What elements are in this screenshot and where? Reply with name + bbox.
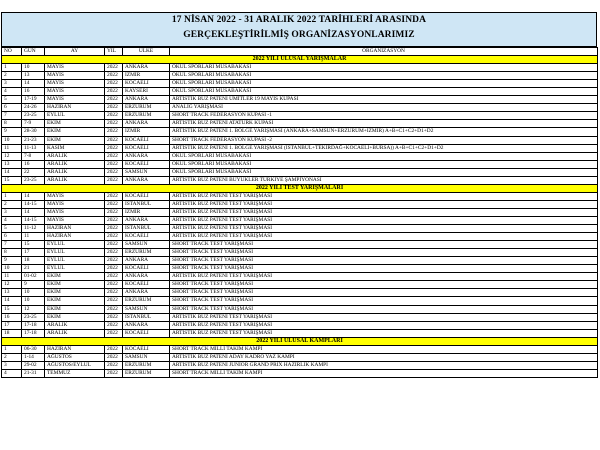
cell-ulke: ANKARA: [123, 289, 170, 297]
cell-no: 2: [2, 200, 22, 208]
cell-organizasyon: ANALİG YARIŞMASI: [170, 104, 598, 112]
cell-gun: 06-30: [22, 345, 45, 353]
cell-organizasyon: SHORT TRACK TEST YARIŞMASI: [170, 265, 598, 273]
cell-gun: 11-12: [22, 225, 45, 233]
table-row: [2, 80, 598, 88]
cell-no: 9: [2, 257, 22, 265]
cell-no: 8: [2, 120, 22, 128]
cell-gun: 10: [22, 297, 45, 305]
cell-yil: 2022: [105, 112, 123, 120]
cell-ulke: ERZURUM: [123, 369, 170, 377]
cell-organizasyon: SHORT TRACK TEST YARIŞMASI: [170, 257, 598, 265]
cell-ay: AĞUSTOS/EYLÜL: [45, 361, 105, 369]
cell-gun: 10: [22, 289, 45, 297]
table-row: [2, 216, 598, 224]
cell-yil: 2022: [105, 96, 123, 104]
cell-ay: ARALIK: [45, 152, 105, 160]
cell-gun: 23-25: [22, 176, 45, 184]
cell-ay: HAZİRAN: [45, 104, 105, 112]
cell-yil: 2022: [105, 144, 123, 152]
cell-gun: 28-30: [22, 128, 45, 136]
cell-organizasyon: SHORT TRACK TEST YARIŞMASI: [170, 241, 598, 249]
table-row: [2, 72, 598, 80]
table-row: [2, 257, 598, 265]
section-heading: 2022 YILI TEST YARIŞMALARI: [2, 184, 598, 192]
cell-no: 17: [2, 321, 22, 329]
cell-ay: HAZİRAN: [45, 225, 105, 233]
cell-gun: 17-18: [22, 329, 45, 337]
table-row: [2, 144, 598, 152]
cell-organizasyon: ARTİSTİK BUZ PATENİ TEST YARIŞMASI: [170, 216, 598, 224]
table-row: [2, 289, 598, 297]
table-row: [2, 200, 598, 208]
cell-ay: EKİM: [45, 305, 105, 313]
cell-ay: EYLÜL: [45, 112, 105, 120]
cell-ulke: ERZURUM: [123, 361, 170, 369]
cell-gun: 11: [22, 233, 45, 241]
cell-no: 3: [2, 80, 22, 88]
cell-ulke: KOCAELİ: [123, 136, 170, 144]
table-row: [2, 305, 598, 313]
cell-ay: EYLÜL: [45, 265, 105, 273]
table-row: [2, 313, 598, 321]
cell-ay: MAYIS: [45, 80, 105, 88]
section-heading: 2022 YILI ULUSAL KAMPLARI: [2, 337, 598, 345]
cell-organizasyon: SHORT TRACK MİLLİ TAKIM KAMPI: [170, 369, 598, 377]
cell-gun: 29-02: [22, 361, 45, 369]
cell-no: 11: [2, 273, 22, 281]
cell-no: 2: [2, 353, 22, 361]
cell-no: 13: [2, 289, 22, 297]
cell-organizasyon: OKUL SPORLARI MÜSABAKASI: [170, 160, 598, 168]
table-row: [2, 321, 598, 329]
cell-gun: 21-31: [22, 369, 45, 377]
cell-no: 8: [2, 249, 22, 257]
cell-yil: 2022: [105, 321, 123, 329]
table-row: [2, 281, 598, 289]
cell-ulke: KOCAELİ: [123, 144, 170, 152]
cell-organizasyon: OKUL SPORLARI MÜSABAKASI: [170, 64, 598, 72]
table-row: [2, 369, 598, 377]
cell-gun: 12: [22, 305, 45, 313]
cell-ulke: İZMİR: [123, 128, 170, 136]
cell-organizasyon: SHORT TRACK TEST YARIŞMASI: [170, 249, 598, 257]
cell-gun: 1-14: [22, 353, 45, 361]
cell-no: 14: [2, 168, 22, 176]
cell-yil: 2022: [105, 208, 123, 216]
cell-organizasyon: ARTİSTİK BUZ PATENİ TEST YARIŞMASI: [170, 192, 598, 200]
cell-yil: 2022: [105, 72, 123, 80]
section-header-row: [2, 184, 598, 192]
cell-gun: 14: [22, 80, 45, 88]
cell-gun: 16: [22, 160, 45, 168]
cell-gun: 22: [22, 168, 45, 176]
cell-ulke: SAMSUN: [123, 168, 170, 176]
table-row: [2, 265, 598, 273]
section-heading: 2022 YILI ULUSAL YARIŞMALAR: [2, 56, 598, 64]
cell-ay: HAZİRAN: [45, 345, 105, 353]
title-line-1: 17 NİSAN 2022 - 31 ARALIK 2022 TARİHLERİ ARASINDA: [171, 15, 427, 25]
cell-gun: 9: [22, 281, 45, 289]
cell-no: 6: [2, 104, 22, 112]
cell-ay: EKİM: [45, 313, 105, 321]
cell-yil: 2022: [105, 241, 123, 249]
cell-no: 1: [2, 345, 22, 353]
cell-organizasyon: ARTİSTİK BUZ PATENİ TEST YARIŞMASI: [170, 273, 598, 281]
cell-yil: 2022: [105, 128, 123, 136]
organizations-table: [1, 47, 598, 378]
table-row: [2, 353, 598, 361]
title-line-2: GERÇEKLEŞTİRİLMİŞ ORGANİZASYONLARIMIZ: [183, 30, 415, 40]
table-row: [2, 120, 598, 128]
cell-organizasyon: SHORT TRACK TEST YARIŞMASI: [170, 297, 598, 305]
table-row: [2, 88, 598, 96]
cell-organizasyon: ARTİSTİK BUZ PATENİ ADAY KADRO YAZ KAMPI: [170, 353, 598, 361]
cell-ay: ARALIK: [45, 168, 105, 176]
cell-no: 6: [2, 233, 22, 241]
cell-ay: EKİM: [45, 128, 105, 136]
cell-no: 4: [2, 369, 22, 377]
cell-no: 4: [2, 216, 22, 224]
cell-yil: 2022: [105, 369, 123, 377]
cell-ulke: İSTANBUL: [123, 225, 170, 233]
cell-ay: EKİM: [45, 297, 105, 305]
table-row: [2, 345, 598, 353]
cell-no: 1: [2, 192, 22, 200]
cell-yil: 2022: [105, 152, 123, 160]
cell-ulke: ANKARA: [123, 273, 170, 281]
cell-ay: MAYIS: [45, 72, 105, 80]
table-row: [2, 104, 598, 112]
table-row: [2, 208, 598, 216]
cell-ulke: İSTANBUL: [123, 200, 170, 208]
cell-ay: EKİM: [45, 281, 105, 289]
cell-yil: 2022: [105, 168, 123, 176]
cell-no: 7: [2, 112, 22, 120]
section-header-row: [2, 337, 598, 345]
cell-gun: 16: [22, 88, 45, 96]
cell-ulke: KOCAELİ: [123, 192, 170, 200]
cell-organizasyon: ARTİSTİK BUZ PATENİ TEST YARIŞMASI: [170, 225, 598, 233]
cell-ay: MAYIS: [45, 64, 105, 72]
cell-ulke: KAYSERİ: [123, 88, 170, 96]
cell-yil: 2022: [105, 249, 123, 257]
cell-ulke: SAMSUN: [123, 241, 170, 249]
cell-no: 7: [2, 241, 22, 249]
cell-no: 12: [2, 281, 22, 289]
cell-organizasyon: ARTİSTİK BUZ PATENİ 1. BÖLGE YARIŞMASI (ANKARA+SAMSUN+ERZURUM+İZMİR) A+B+C1+C2+D1+D2: [170, 128, 598, 136]
table-row: [2, 361, 598, 369]
cell-ay: HAZİRAN: [45, 233, 105, 241]
cell-organizasyon: OKUL SPORLARI MÜSABAKASI: [170, 72, 598, 80]
cell-ay: MAYIS: [45, 208, 105, 216]
cell-no: 2: [2, 72, 22, 80]
cell-no: 13: [2, 160, 22, 168]
cell-gun: 14-15: [22, 216, 45, 224]
cell-no: 4: [2, 88, 22, 96]
cell-ay: EYLÜL: [45, 257, 105, 265]
cell-yil: 2022: [105, 233, 123, 241]
column-header-ulke: ULKE: [123, 48, 170, 56]
cell-gun: 17: [22, 249, 45, 257]
cell-ulke: İZMİR: [123, 208, 170, 216]
cell-ulke: ERZURUM: [123, 249, 170, 257]
column-header-ay: AY: [45, 48, 105, 56]
cell-gun: 7-9: [22, 120, 45, 128]
cell-yil: 2022: [105, 88, 123, 96]
cell-yil: 2022: [105, 345, 123, 353]
table-row: [2, 297, 598, 305]
cell-yil: 2022: [105, 216, 123, 224]
cell-yil: 2022: [105, 361, 123, 369]
cell-ay: MAYIS: [45, 192, 105, 200]
cell-yil: 2022: [105, 281, 123, 289]
cell-organizasyon: ARTİSTİK BUZ PATENİ TEST YARIŞMASI: [170, 313, 598, 321]
cell-gun: 14: [22, 208, 45, 216]
table-row: [2, 152, 598, 160]
cell-ulke: ANKARA: [123, 64, 170, 72]
cell-no: 15: [2, 176, 22, 184]
cell-organizasyon: SHORT TRACK TEST YARIŞMASI: [170, 305, 598, 313]
column-header-gun: GUN: [22, 48, 45, 56]
table-row: [2, 64, 598, 72]
column-header-organizasyon: ORGANIZASYON: [170, 48, 598, 56]
table-row: [2, 168, 598, 176]
cell-organizasyon: SHORT TRACK FEDERASYON KUPASI -1: [170, 112, 598, 120]
cell-yil: 2022: [105, 64, 123, 72]
cell-gun: 7-8: [22, 152, 45, 160]
table-row: [2, 192, 598, 200]
cell-gun: 17-19: [22, 96, 45, 104]
cell-organizasyon: ARTİSTİK BUZ PATENİ BÜYÜKLER TÜRKİYE ŞAMPİYONASI: [170, 176, 598, 184]
cell-gun: 17-18: [22, 321, 45, 329]
column-header-no: NO: [2, 48, 22, 56]
cell-ay: EKİM: [45, 289, 105, 297]
cell-ulke: ANKARA: [123, 216, 170, 224]
cell-organizasyon: OKUL SPORLARI MÜSABAKASI: [170, 80, 598, 88]
cell-gun: 14-15: [22, 200, 45, 208]
cell-ay: EKİM: [45, 120, 105, 128]
cell-organizasyon: SHORT TRACK TEST YARIŞMASI: [170, 281, 598, 289]
table-body: [2, 56, 598, 378]
cell-ay: ARALIK: [45, 321, 105, 329]
cell-ulke: KOCAELİ: [123, 329, 170, 337]
cell-yil: 2022: [105, 160, 123, 168]
cell-yil: 2022: [105, 297, 123, 305]
cell-ulke: ERZURUM: [123, 297, 170, 305]
cell-ulke: ERZURUM: [123, 112, 170, 120]
table-row: [2, 128, 598, 136]
cell-ulke: SAMSUN: [123, 305, 170, 313]
cell-organizasyon: OKUL SPORLARI MÜSABAKASI: [170, 168, 598, 176]
cell-organizasyon: ARTİSTİK BUZ PATENİ TEST YARIŞMASI: [170, 233, 598, 241]
cell-ulke: KOCAELİ: [123, 80, 170, 88]
column-header-yil: YIL: [105, 48, 123, 56]
cell-ay: AĞUSTOS: [45, 353, 105, 361]
cell-organizasyon: ARTİSTİK BUZ PATENİ ÜMİTLER 19 MAYIS KUPASI: [170, 96, 598, 104]
cell-gun: 23-25: [22, 313, 45, 321]
cell-ulke: SAMSUN: [123, 353, 170, 361]
cell-yil: 2022: [105, 176, 123, 184]
cell-organizasyon: OKUL SPORLARI MÜSABAKASI: [170, 88, 598, 96]
cell-ay: EKİM: [45, 136, 105, 144]
cell-ay: MAYIS: [45, 96, 105, 104]
cell-yil: 2022: [105, 313, 123, 321]
cell-yil: 2022: [105, 273, 123, 281]
cell-ulke: İZMİR: [123, 72, 170, 80]
cell-no: 14: [2, 297, 22, 305]
cell-ulke: İSTANBUL: [123, 313, 170, 321]
cell-gun: 13: [22, 72, 45, 80]
table-row: [2, 112, 598, 120]
cell-no: 16: [2, 313, 22, 321]
section-header-row: [2, 56, 598, 64]
cell-organizasyon: OKUL SPORLARI MÜSABAKASI: [170, 152, 598, 160]
cell-yil: 2022: [105, 265, 123, 273]
cell-gun: 11-13: [22, 144, 45, 152]
cell-no: 12: [2, 152, 22, 160]
cell-ulke: KOCAELİ: [123, 265, 170, 273]
cell-ulke: ANKARA: [123, 96, 170, 104]
cell-ulke: ANKARA: [123, 257, 170, 265]
cell-gun: 14: [22, 192, 45, 200]
cell-yil: 2022: [105, 120, 123, 128]
table-row: [2, 225, 598, 233]
cell-yil: 2022: [105, 305, 123, 313]
cell-organizasyon: SHORT TRACK FEDERASYON KUPASI -2: [170, 136, 598, 144]
cell-gun: 10: [22, 64, 45, 72]
cell-ay: MAYIS: [45, 88, 105, 96]
cell-organizasyon: ARTİSTİK BUZ PATENİ 1. BÖLGE YARIŞMASI (İSTANBUL+TEKİRDAĞ+KOCAELİ+BURSA)) A+B+C1+C2+D1+D2: [170, 144, 598, 152]
cell-ay: ARALIK: [45, 176, 105, 184]
cell-ulke: ANKARA: [123, 321, 170, 329]
table-row: [2, 176, 598, 184]
cell-no: 18: [2, 329, 22, 337]
table-row: [2, 136, 598, 144]
cell-yil: 2022: [105, 225, 123, 233]
cell-ay: EKİM: [45, 273, 105, 281]
cell-yil: 2022: [105, 192, 123, 200]
cell-organizasyon: ARTİSTİK BUZ PATENİ TEST YARIŞMASI: [170, 200, 598, 208]
cell-ay: ARALIK: [45, 329, 105, 337]
cell-ulke: ANKARA: [123, 176, 170, 184]
cell-ay: KASIM: [45, 144, 105, 152]
table-row: [2, 241, 598, 249]
cell-ulke: KOCAELİ: [123, 160, 170, 168]
cell-no: 10: [2, 136, 22, 144]
cell-ulke: ANKARA: [123, 152, 170, 160]
cell-organizasyon: ARTİSTİK BUZ PATENİ TEST YARIŞMASI: [170, 208, 598, 216]
cell-gun: 21-23: [22, 136, 45, 144]
cell-ulke: ERZURUM: [123, 104, 170, 112]
cell-ay: EYLÜL: [45, 249, 105, 257]
cell-ulke: KOCAELİ: [123, 345, 170, 353]
cell-no: 3: [2, 208, 22, 216]
table-row: [2, 329, 598, 337]
cell-yil: 2022: [105, 289, 123, 297]
spreadsheet: [1, 12, 597, 378]
table-row: [2, 96, 598, 104]
cell-ay: ARALIK: [45, 160, 105, 168]
cell-yil: 2022: [105, 200, 123, 208]
cell-ay: MAYIS: [45, 200, 105, 208]
cell-ulke: KOCAELİ: [123, 281, 170, 289]
cell-yil: 2022: [105, 80, 123, 88]
table-row: [2, 233, 598, 241]
header-row: [2, 48, 598, 56]
cell-yil: 2022: [105, 136, 123, 144]
cell-gun: 23-25: [22, 112, 45, 120]
cell-ulke: KOCAELİ: [123, 233, 170, 241]
cell-organizasyon: ARTİSTİK BUZ PATENİ TEST YARIŞMASI: [170, 321, 598, 329]
cell-ay: EYLÜL: [45, 241, 105, 249]
cell-ulke: ANKARA: [123, 120, 170, 128]
cell-gun: 21: [22, 265, 45, 273]
cell-yil: 2022: [105, 353, 123, 361]
table-row: [2, 160, 598, 168]
cell-no: 9: [2, 128, 22, 136]
cell-no: 1: [2, 64, 22, 72]
cell-gun: 18: [22, 257, 45, 265]
cell-no: 11: [2, 144, 22, 152]
table-row: [2, 273, 598, 281]
cell-gun: 24-26: [22, 104, 45, 112]
cell-yil: 2022: [105, 104, 123, 112]
cell-organizasyon: ARTİSTİK BUZ PATENİ TEST YARIŞMASI: [170, 329, 598, 337]
cell-gun: 15: [22, 241, 45, 249]
cell-no: 15: [2, 305, 22, 313]
cell-organizasyon: SHORT TRACK MİLLİ TAKIM KAMPI: [170, 345, 598, 353]
cell-organizasyon: ARTİSTİK BUZ PATENİ JUNIOR GRAND PRIX HAZIRLIK KAMPI: [170, 361, 598, 369]
cell-ay: MAYIS: [45, 216, 105, 224]
cell-ay: TEMMUZ: [45, 369, 105, 377]
cell-no: 10: [2, 265, 22, 273]
cell-no: 5: [2, 225, 22, 233]
title-block: [1, 12, 597, 47]
cell-gun: 01-02: [22, 273, 45, 281]
cell-yil: 2022: [105, 329, 123, 337]
cell-organizasyon: ARTİSTİK BUZ PATENİ ATATÜRK KUPASI: [170, 120, 598, 128]
cell-organizasyon: SHORT TRACK TEST YARIŞMASI: [170, 289, 598, 297]
table-row: [2, 249, 598, 257]
cell-no: 5: [2, 96, 22, 104]
cell-yil: 2022: [105, 257, 123, 265]
cell-no: 3: [2, 361, 22, 369]
